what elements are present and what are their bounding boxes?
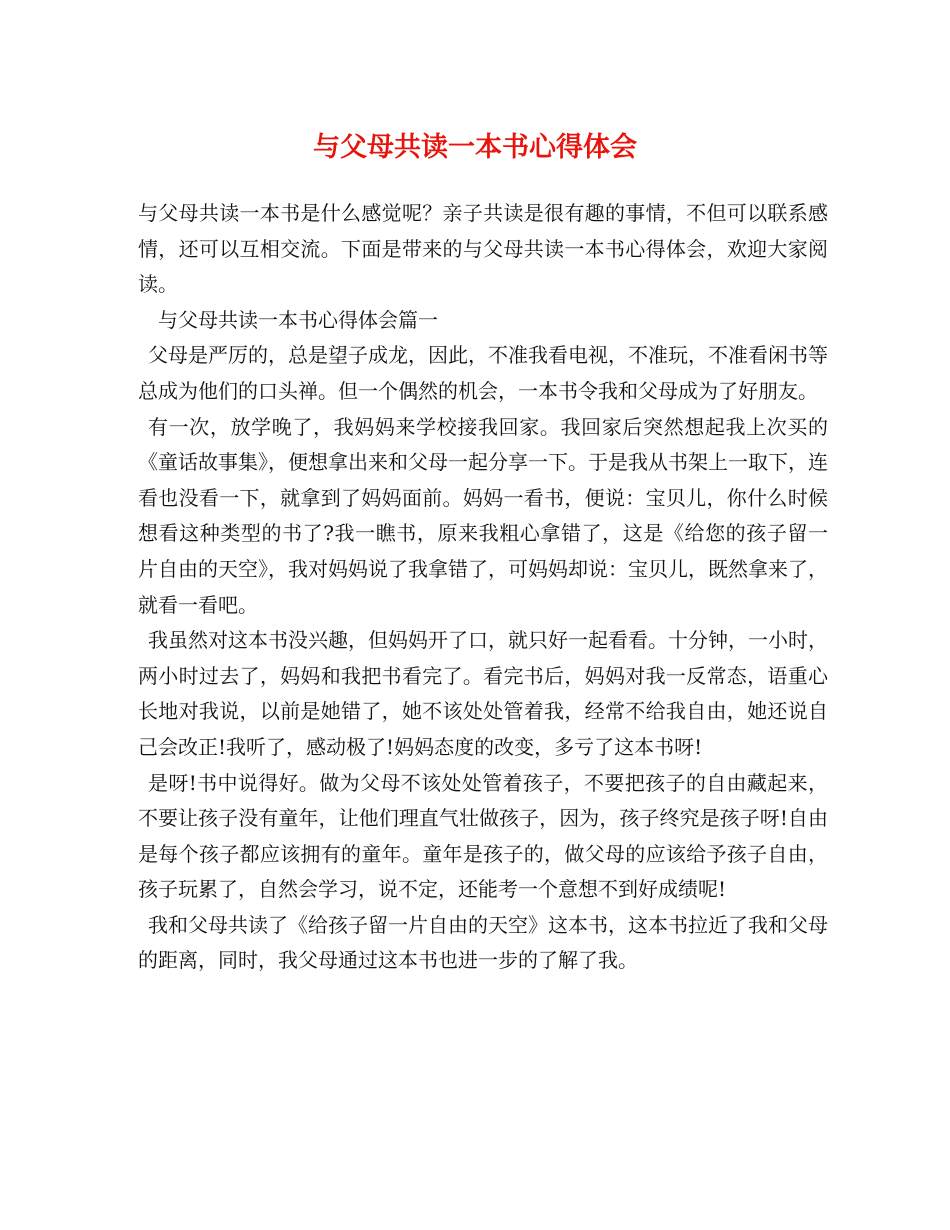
body-paragraph: 有一次，放学晚了，我妈妈来学校接我回家。我回家后突然想起我上次买的《童话故事集》，便想拿出来和父母一起分享一下。于是我从书架上一取下，连看也没看一下，就拿到了妈妈面前。妈妈一看书，便说：宝贝儿，你什么时候想看这种类型的书了?我一瞧书，原来我粗心拿错了，这是《给您的孩子留一片自由的天空》，我对妈妈说了我拿错了，可妈妈却说：宝贝儿，既然拿来了，就看一看吧。 <box>138 414 828 617</box>
body-paragraph: 父母是严厉的，总是望子成龙，因此，不准我看电视，不准玩，不准看闲书等总成为他们的口头禅。但一个偶然的机会，一本书令我和父母成为了好朋友。 <box>138 343 828 403</box>
section-heading: 与父母共读一本书心得体会篇一 <box>158 307 438 332</box>
body-paragraph: 我和父母共读了《给孩子留一片自由的天空》这本书，这本书拉近了我和父母的距离，同时，我父母通过这本书也进一步的了解了我。 <box>138 912 828 973</box>
intro-paragraph: 与父母共读一本书是什么感觉呢？亲子共读是很有趣的事情，不但可以联系感情，还可以互相交流。下面是带来的与父母共读一本书心得体会，欢迎大家阅读。 <box>138 201 828 297</box>
body-paragraph: 是呀!书中说得好。做为父母不该处处管着孩子，不要把孩子的自由藏起来，不要让孩子没有童年，让他们理直气壮做孩子，因为，孩子终究是孩子呀!自由是每个孩子都应该拥有的童年。童年是孩子的，做父母的应该给予孩子自由，孩子玩累了，自然会学习，说不定，还能考一个意想不到好成绩呢! <box>138 770 828 902</box>
body-paragraph: 我虽然对这本书没兴趣，但妈妈开了口，就只好一起看看。十分钟，一小时，两小时过去了，妈妈和我把书看完了。看完书后，妈妈对我一反常态，语重心长地对我说，以前是她错了，她不该处处管着我，经常不给我自由，她还说自己会改正!我听了，感动极了!妈妈态度的改变，多亏了这本书呀! <box>138 628 828 759</box>
document-body <box>138 196 828 979</box>
page-title: 与父母共读一本书心得体会 <box>313 132 637 163</box>
